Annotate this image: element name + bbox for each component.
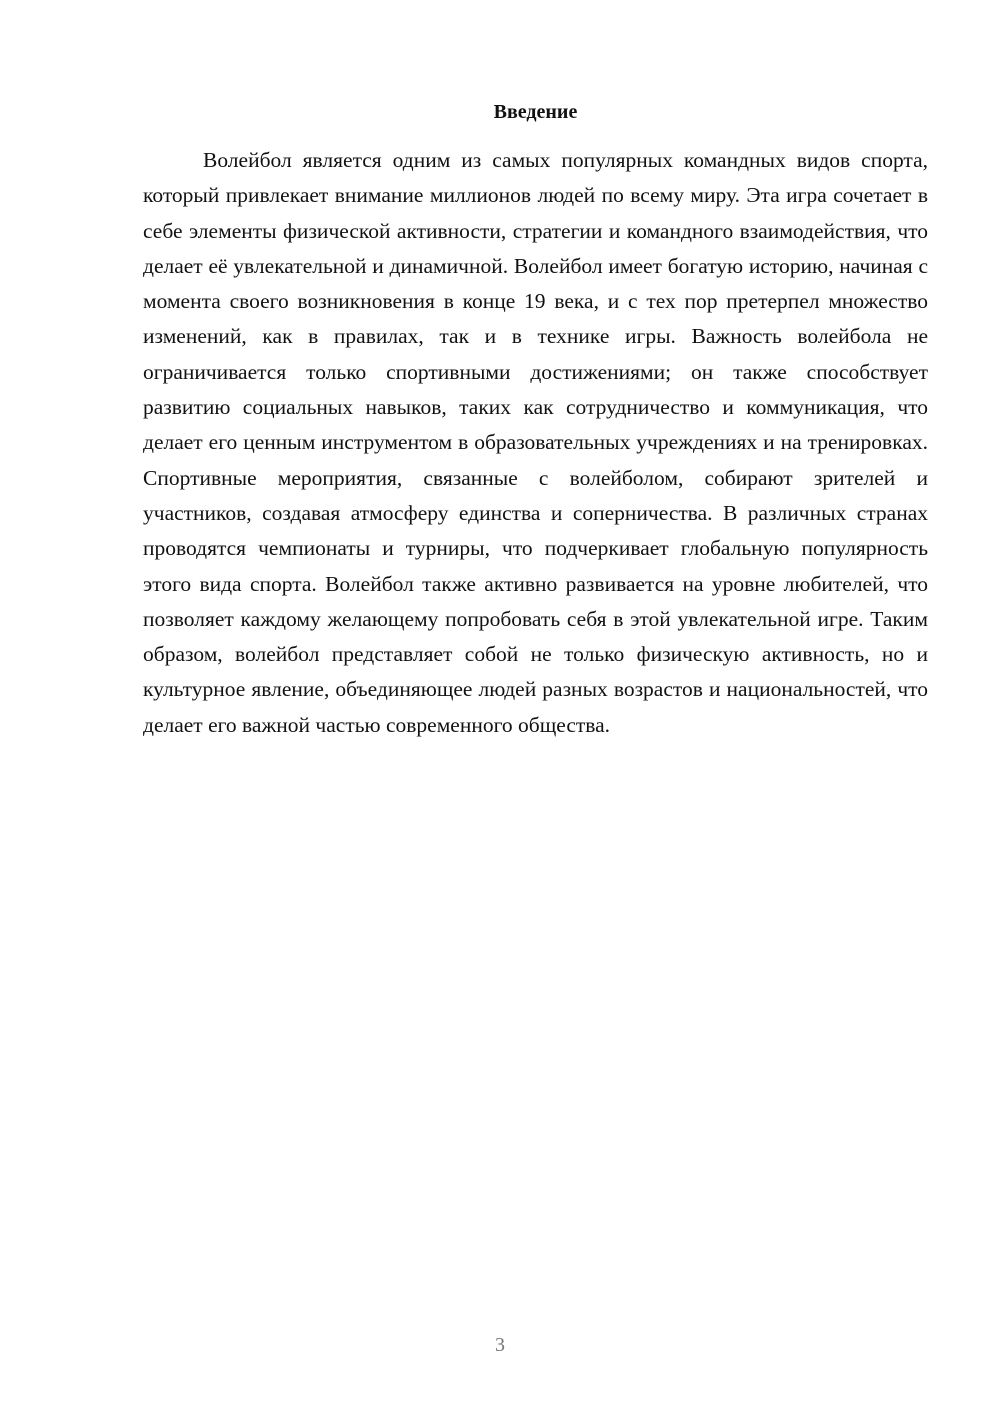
page-number: 3 bbox=[495, 1334, 505, 1356]
section-heading: Введение bbox=[493, 101, 578, 123]
body-paragraph: Волейбол является одним из самых популярных командных видов спорта, который привлекает внимание миллионов людей по всему миру. Эта игра сочетает в себе элементы физической активности, стратегии и командного взаимодействия, что делает её увлекательной и динамичной. Волейбол имеет богатую историю, начиная с момента своего возникновения в конце 19 века, и с тех пор претерпел множество изменений, как в правилах, так и в технике игры. Важность волейбола не ограничивается только спортивными достижениями; он также способствует развитию социальных навыков, таких как сотрудничество и коммуникация, что делает его ценным инструментом в образовательных учреждениях и на тренировках. Спортивные мероприятия, связанные с волейболом, собирают зрителей и участников, создавая атмосферу единства и соперничества. В различных странах проводятся чемпионаты и турниры, что подчеркивает глобальную популярность этого вида спорта. Волейбол также активно развивается на уровне любителей, что позволяет каждому желающему попробовать себя в этой увлекательной игре. Таким образом, волейбол представляет собой не только физическую активность, но и культурное явление, объединяющее людей разных возрастов и национальностей, что делает его важной частью современного общества. bbox=[143, 148, 928, 737]
